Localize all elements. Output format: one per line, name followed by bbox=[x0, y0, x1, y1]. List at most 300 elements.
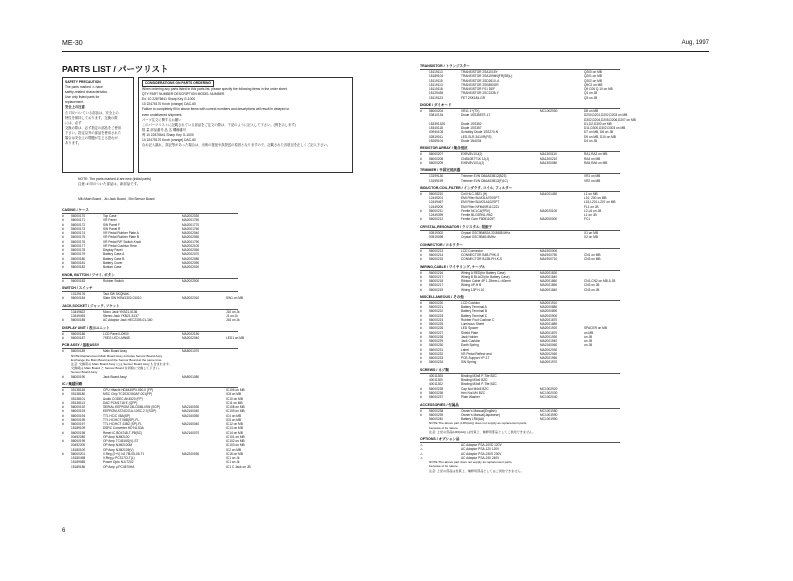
model-part-number: MA2002010 bbox=[182, 296, 200, 301]
part-mark: # bbox=[420, 317, 422, 322]
ordering-line: 10 22475170 Knob (orange) DAC-60 bbox=[142, 102, 196, 107]
part-mark: # bbox=[62, 439, 64, 444]
part-description: Battery Terminal B bbox=[461, 309, 487, 314]
model-part-number: MA1001450 bbox=[540, 191, 558, 196]
model-part-number: MA1300080 bbox=[540, 160, 558, 165]
part-remarks: D11,D300,D302,D303 on MB bbox=[584, 126, 626, 131]
part-mark: # bbox=[62, 349, 64, 354]
page-title: PARTS LIST / パーツリスト bbox=[62, 64, 169, 74]
part-description: Binding M3x8 P-Tite BZC bbox=[461, 373, 497, 378]
part-number: 56000226 bbox=[429, 326, 444, 331]
part-mark: # bbox=[420, 351, 422, 356]
part-number: 13449493 bbox=[71, 314, 86, 318]
part-description: Top Case bbox=[103, 214, 117, 219]
part-description: Battery LR6(AA) bbox=[461, 417, 485, 422]
part-remarks: IC1 C Jack on JB bbox=[226, 464, 251, 469]
part-mark: # bbox=[420, 109, 422, 114]
part-number: 56000231 bbox=[429, 347, 444, 352]
new-parts-note bbox=[78, 177, 151, 187]
part-description: TTL HC/HCT 08B(SP)-FL bbox=[103, 417, 140, 422]
part-row bbox=[420, 395, 720, 399]
part-remarks: IC12 on MB bbox=[226, 422, 243, 427]
safety-note-line: SAFETY PRECAUTION bbox=[65, 80, 101, 84]
part-number: 15180100 bbox=[71, 447, 86, 452]
part-description: Coil HLC-0821 (H) bbox=[461, 191, 488, 196]
part-mark: # bbox=[420, 334, 422, 339]
part-number: 13449622 bbox=[71, 309, 86, 314]
part-mark: # bbox=[420, 279, 422, 283]
section-note: NOTE:The above part (LR6(AA)) does not supply as replacement parts, bbox=[429, 421, 528, 426]
safety-note-line: ⚠ 印のついている部品は、安全上の bbox=[65, 110, 119, 115]
part-remarks: Q1 on JB bbox=[584, 91, 598, 96]
part-description: VR Pedal R/F Switch Knob bbox=[103, 239, 142, 244]
part-number: 56000193 bbox=[71, 409, 86, 414]
part-row bbox=[420, 235, 720, 239]
part-description: Wiring 4P-H B bbox=[461, 283, 482, 288]
part-number: 56000183 bbox=[71, 278, 86, 283]
part-description: MSC Chip TC203C060AF-001(FP) bbox=[103, 392, 153, 397]
part-mark: ⚠ bbox=[420, 451, 423, 456]
part-description: Diode 1SS357 bbox=[461, 126, 482, 131]
part-number: 56000180 bbox=[71, 256, 86, 261]
part-mark: # bbox=[62, 417, 64, 422]
safety-note-line: 下さい。指定以外の部品を使用された bbox=[65, 130, 122, 135]
part-mark: # bbox=[420, 274, 422, 279]
part-mark: # bbox=[420, 313, 422, 318]
part-number: 15189085 bbox=[71, 460, 86, 465]
part-number: 00452280 bbox=[71, 434, 86, 439]
part-description: Bottom Case bbox=[103, 265, 122, 270]
part-row bbox=[62, 265, 362, 269]
part-number: 56000176 bbox=[71, 239, 86, 244]
part-number: 13129176 bbox=[71, 292, 86, 297]
section-heading: SWITCH / スイッチ bbox=[62, 286, 238, 292]
section-heading: PCB ASSY / 基板ASSY bbox=[62, 343, 238, 349]
section-heading: ACCESSORIES / 付属品 bbox=[420, 403, 620, 409]
part-description: VR Pedal Rubber Plate A bbox=[103, 231, 139, 236]
part-number: 05138101 bbox=[71, 396, 86, 401]
header-rule bbox=[62, 51, 709, 52]
part-remarks: Q3 on JB bbox=[584, 95, 598, 100]
part-description: TTL HC/HCT 43B2 (SP)-FL bbox=[103, 422, 142, 427]
part-description: Binding M3x8 P-Tite BZC bbox=[461, 382, 497, 387]
part-mark: # bbox=[420, 390, 422, 395]
model-part-number: MC1002050 bbox=[540, 109, 558, 114]
part-description: Audio CODEC AK4520 (FP) bbox=[103, 396, 143, 401]
section-heading: INDUCTOR,COIL,FILTER / インダクタ, コイル, フィルター bbox=[420, 186, 620, 192]
page-number: 6 bbox=[62, 528, 66, 534]
part-number: 56000189 bbox=[71, 349, 86, 354]
part-number: 40011302 bbox=[429, 382, 443, 387]
model-part-number: MA2001760 bbox=[182, 226, 200, 231]
part-number: 15119118 bbox=[429, 87, 443, 92]
part-remarks: IC103 on MB bbox=[226, 443, 245, 448]
part-number: 56000228 bbox=[429, 334, 444, 339]
model-part-number: MC1001950 bbox=[540, 417, 558, 422]
part-row bbox=[420, 456, 720, 460]
part-description: EMI Filter BLM21A102SPT bbox=[461, 200, 500, 205]
part-mark: # bbox=[420, 191, 422, 196]
part-mark: # bbox=[420, 356, 422, 361]
part-description: LED-SLR-341VR(FS) bbox=[461, 134, 492, 139]
part-number: 56000218 bbox=[429, 279, 444, 283]
part-description: VR Pedal Rubber Plate B bbox=[103, 235, 139, 240]
part-mark: # bbox=[62, 231, 64, 236]
part-description: Battery Case B bbox=[103, 256, 125, 261]
part-mark: ⚠ bbox=[420, 443, 423, 448]
part-mark: # bbox=[420, 252, 422, 257]
safety-note-line: Use only listed parts for bbox=[65, 95, 100, 100]
part-row bbox=[420, 417, 720, 421]
part-mark: # bbox=[420, 300, 422, 305]
model-part-number: MA1900000 bbox=[540, 248, 558, 253]
part-remarks: SW1 on MB bbox=[226, 296, 244, 301]
part-number: 56000212 bbox=[429, 217, 444, 222]
part-description: Hex Nut M4 BZC bbox=[461, 390, 486, 395]
part-description: Earth Spring bbox=[461, 343, 479, 348]
part-mark: # bbox=[62, 374, 64, 379]
part-row bbox=[62, 336, 362, 340]
part-description: SERIAL EEPROM 24LC08B-I/SN (SOP) bbox=[103, 405, 161, 410]
model-part-number: MA2001960 bbox=[540, 356, 558, 361]
model-part-number: MA2160040 bbox=[182, 422, 200, 427]
section-note: 注意: 上記の部品は性質上、補修用部品としてはご供給できません。 bbox=[429, 468, 524, 473]
safety-note-line: The parts marked ⚠ have bbox=[65, 85, 103, 90]
model-part-number: MA2002060 bbox=[540, 351, 558, 356]
part-mark: # bbox=[62, 392, 64, 397]
board-legend: Mit=Main Board , Jk=Jack Board , Sb=Sensor Board bbox=[78, 197, 155, 201]
model-part-number: MA1900750 bbox=[540, 252, 558, 257]
part-remarks: D302,D204,D205,D206,D207 on MB bbox=[584, 117, 636, 122]
part-number: 56000197 bbox=[71, 422, 86, 427]
part-number: 13199130 bbox=[429, 174, 444, 179]
part-remarks: D8 on MB bbox=[584, 109, 599, 114]
part-remarks: CN3 on JB bbox=[584, 283, 600, 288]
part-description: SW Panel F bbox=[103, 222, 121, 227]
part-description: AC Adaptor PSA-100D 120V bbox=[461, 443, 502, 448]
part-row bbox=[62, 318, 362, 322]
part-number: 13199199 bbox=[429, 178, 444, 183]
part-number: 12449399 bbox=[429, 213, 444, 218]
part-description: Diode 1SS355TE-17 bbox=[461, 113, 491, 118]
part-description: Jack Board Assy bbox=[103, 374, 127, 379]
section-heading: DISPLAY UNIT / 表示ユニット bbox=[62, 326, 238, 332]
part-description: TRANSISTOR 2SA1596N(FR(SB)L) bbox=[461, 74, 513, 79]
part-number: 15339132S bbox=[429, 121, 446, 126]
part-description: Ferrite BLO2RN1-R62 bbox=[461, 213, 493, 218]
part-number: 56000234 bbox=[429, 360, 444, 365]
part-description: Crystal OSC9B4B 8MHz bbox=[461, 235, 496, 240]
part-description: Luminous Sheet bbox=[461, 322, 485, 327]
part-description: Mono Jack YKB21-5136 bbox=[103, 309, 138, 314]
part-remarks: on MB bbox=[584, 330, 594, 335]
model-part-number: MA2001930 bbox=[540, 334, 558, 339]
part-description: TRANSISTOR 2SC2235-Y bbox=[461, 91, 499, 96]
section-heading: KNOB, BUTTON / ツマミ, ボタン bbox=[62, 273, 238, 279]
part-remarks: D1,D2,D300 on MB bbox=[584, 121, 612, 126]
part-description: Diode 1SS352 bbox=[461, 121, 482, 126]
part-description: Battery Case A bbox=[103, 252, 125, 257]
section-note: NOTE:Replacement Main Board Assy includes Sensor Board Assy. bbox=[71, 353, 163, 358]
section-note: 注意: 上記の部品(LR6(AA)) は性質上、補修用部品としてご供給できません。 bbox=[429, 429, 536, 434]
part-number: 15180498 bbox=[71, 456, 86, 461]
part-mark: # bbox=[420, 305, 422, 310]
part-number: 15129435 bbox=[429, 91, 444, 96]
part-remarks: L1 on MB bbox=[584, 191, 598, 196]
part-number: 56000194 bbox=[71, 413, 86, 418]
part-description: CNB10B7T1K 1J(J) bbox=[461, 156, 489, 161]
model-part-number: MC1002920 bbox=[540, 386, 558, 391]
part-description: Battery Cover bbox=[103, 260, 123, 265]
part-number: 00810134 bbox=[429, 113, 444, 118]
part-remarks: RA1,RA3 on MB bbox=[584, 152, 608, 157]
part-remarks: on JB bbox=[584, 334, 593, 339]
part-row bbox=[420, 217, 720, 221]
part-mark: # bbox=[62, 239, 64, 244]
part-mark: # bbox=[420, 283, 422, 288]
section-heading: TRIMMER / 半固定抵抗器 bbox=[420, 168, 620, 174]
part-remarks: Q201 on MB bbox=[584, 74, 602, 79]
part-remarks: VR2 on MB bbox=[584, 178, 601, 183]
model-part-number: MA2002050 bbox=[182, 235, 200, 240]
part-remarks: IC4 on MB bbox=[226, 413, 242, 418]
part-description: AC Adaptor PSA-120 120V bbox=[461, 447, 500, 452]
model-part-number: MA1900710 bbox=[540, 257, 558, 262]
ordering-line: even undelivered shipment. bbox=[142, 112, 183, 117]
part-description: VR11 1+(TX) bbox=[461, 109, 480, 114]
part-description: SW Spring bbox=[461, 360, 477, 365]
part-number: 15189186 bbox=[71, 464, 86, 469]
part-remarks: IC5 on MB bbox=[226, 417, 242, 422]
safety-note-line: あります。 bbox=[65, 141, 82, 146]
part-number: 56000213 bbox=[429, 248, 444, 253]
safety-note-line: replacement. bbox=[65, 100, 85, 105]
part-description: Tact SW SKQNAK bbox=[103, 292, 130, 297]
model-part-number: MA2160040 bbox=[182, 409, 200, 414]
part-mark: # bbox=[62, 413, 64, 418]
part-description: VR Pedal Reflect and bbox=[461, 351, 492, 356]
part-row bbox=[62, 349, 362, 353]
section-note: because of its nature. bbox=[429, 464, 459, 469]
part-description: Wiring B BLACK(for Battery Case) bbox=[461, 274, 510, 279]
part-description: OP Amp NJM2100M bbox=[103, 443, 132, 448]
part-number: 00940105 bbox=[429, 130, 444, 135]
model-part-number: MA2002040 bbox=[182, 231, 200, 236]
part-description: Reset IC BD4748-T-P8(SC) bbox=[103, 430, 143, 435]
safety-precaution-box bbox=[62, 77, 134, 173]
model-part-number: MA2001850 bbox=[540, 283, 558, 288]
part-remarks: J10 on Jk bbox=[226, 309, 240, 314]
part-number: 56000224 bbox=[429, 317, 444, 322]
part-remarks: L1 on JB bbox=[584, 213, 597, 218]
part-remarks: CN3 on MB bbox=[584, 257, 601, 262]
part-description: Stereo Jack YKB21-5137 bbox=[103, 314, 139, 318]
part-number: 56000170 bbox=[71, 214, 86, 219]
part-mark: # bbox=[62, 388, 64, 393]
model-part-number: MA1300210 bbox=[540, 156, 558, 161]
model-part-number: MA2001840 bbox=[540, 287, 558, 292]
part-mark: # bbox=[62, 278, 64, 283]
model-part-number: MA2160050 bbox=[182, 413, 200, 418]
part-mark: # bbox=[62, 400, 64, 405]
part-description: Ferrite Core F8051105T bbox=[461, 217, 495, 222]
part-row bbox=[420, 360, 720, 364]
model-part-number: MC1001990 bbox=[540, 412, 558, 417]
model-part-number: MA5001070 bbox=[182, 349, 200, 354]
part-number: 40011305 bbox=[429, 373, 443, 378]
part-remarks: J1 on Jk bbox=[226, 314, 238, 318]
model-part-number: MA2000000 bbox=[540, 217, 558, 222]
part-mark: # bbox=[420, 270, 422, 275]
part-row bbox=[62, 465, 362, 469]
model-part-number: MA2000880 bbox=[540, 305, 558, 310]
part-number: 56000233 bbox=[429, 356, 444, 361]
part-number: 56000217 bbox=[429, 274, 444, 279]
part-description: DAC PCM1718 E (QFP) bbox=[103, 400, 138, 405]
model-part-number: MC1002030 bbox=[540, 390, 558, 395]
part-description: Schottky Diode 1SS270-N bbox=[461, 130, 499, 135]
model-part-number: MA2002100 bbox=[182, 243, 200, 248]
part-number: 56000192 bbox=[71, 405, 86, 410]
part-description: TRANSISTOR 2SA1015Y bbox=[461, 70, 498, 75]
part-remarks: CN1,CN2 on MB & JB bbox=[584, 279, 616, 283]
model-part-number: MA2001970 bbox=[540, 360, 558, 365]
part-remarks: on JB bbox=[584, 343, 593, 348]
part-number: 56000210 bbox=[429, 191, 444, 196]
part-description: Display Panel bbox=[103, 248, 123, 253]
part-description: Trimmer EVN D8AA03B13(F)1C) bbox=[461, 178, 508, 183]
model-part-number: MA2001790 bbox=[182, 239, 200, 244]
part-description: Owner's Manual(English) bbox=[461, 408, 497, 413]
section-note: 交換時は Main Board と Sensor Board を同時に交換して下さい。 bbox=[71, 366, 162, 371]
part-number: 56000178 bbox=[71, 248, 86, 253]
part-remarks: IC1 on Jk bbox=[226, 456, 240, 461]
part-row bbox=[420, 161, 720, 165]
part-mark: # bbox=[420, 217, 422, 222]
part-mark: # bbox=[420, 360, 422, 365]
part-mark: # bbox=[420, 309, 422, 314]
part-number: 56000239 bbox=[429, 412, 444, 417]
part-row bbox=[420, 288, 720, 292]
ordering-line: 例 10 22875641 Sharp Key G-1000 bbox=[142, 132, 194, 137]
section-note: NOTE:The above part does not supply as replacement parts, bbox=[429, 460, 513, 465]
model-part-number: MA2001920 bbox=[540, 326, 558, 331]
part-mark: # bbox=[420, 343, 422, 348]
model-part-number: MA2002040 bbox=[182, 335, 200, 340]
section-heading: SCREWS / ネジ類 bbox=[420, 368, 620, 374]
part-description: TRANSISTOR F01 DEF bbox=[461, 87, 496, 92]
part-remarks: SPACER on MB bbox=[584, 326, 607, 331]
part-number: 56000235 bbox=[429, 386, 444, 391]
part-number: 56000174 bbox=[71, 231, 86, 236]
part-mark: # bbox=[420, 156, 422, 161]
model-part-number: MA2000890 bbox=[540, 309, 558, 314]
part-remarks: X1 on MB bbox=[584, 230, 598, 235]
part-number: 56000172 bbox=[71, 222, 86, 227]
part-description: EMI Filter BLM31A700SPT bbox=[461, 196, 500, 201]
part-mark: # bbox=[62, 296, 64, 301]
part-description: Owner's Manual(Japanese) bbox=[461, 412, 500, 417]
part-number: 56000220 bbox=[429, 300, 444, 305]
part-description: Power Opto NJL7202 bbox=[103, 460, 134, 465]
model-part-number: MA2160060 bbox=[540, 343, 558, 348]
part-description: LCD Panel LD900 bbox=[103, 331, 129, 336]
part-number: 56000201 bbox=[71, 451, 86, 456]
part-remarks: Q200 on MB bbox=[584, 70, 602, 75]
part-description: Main Board Assy bbox=[103, 349, 127, 354]
part-remarks: D9 on MB, D10 on MB bbox=[584, 134, 616, 139]
part-mark: # bbox=[62, 256, 64, 261]
part-mark: # bbox=[62, 218, 64, 223]
model-part-number: MA5001080 bbox=[182, 374, 200, 379]
part-number: 12449201 bbox=[429, 196, 444, 201]
part-description: Rubber Switch bbox=[103, 278, 124, 283]
model-part-number: MA2020100 bbox=[540, 208, 558, 213]
part-remarks: IC8 on MB bbox=[226, 392, 242, 397]
ordering-line: Failure to completely fill in above items with correct numbers and descriptions will result in delayed or bbox=[142, 107, 290, 112]
part-number: 56000207 bbox=[429, 152, 444, 157]
part-description: Label bbox=[461, 347, 469, 352]
safety-note-line: safety-related characteristics. bbox=[65, 90, 108, 95]
section-heading: JACK,SOCKET / ジャック, ソケット bbox=[62, 304, 238, 310]
part-mark: # bbox=[420, 208, 422, 213]
part-number: 56000232 bbox=[429, 351, 444, 356]
part-number: 56000187 bbox=[71, 335, 86, 340]
section-heading: OPTIONS / オプション品 bbox=[420, 437, 620, 443]
part-remarks: FC1 bbox=[584, 217, 591, 222]
model-part-number: MA2001840 bbox=[540, 274, 558, 279]
part-row bbox=[420, 179, 720, 183]
part-description: Diode 1N4004 bbox=[461, 138, 482, 143]
part-mark: # bbox=[62, 222, 64, 227]
section-heading: TRANSISTOR / トランジスター bbox=[420, 64, 620, 70]
part-mark: # bbox=[420, 287, 422, 292]
part-number: 56000216 bbox=[429, 270, 444, 275]
model-part-number: MA2002070 bbox=[182, 252, 200, 257]
part-number: 56000190 bbox=[71, 374, 86, 379]
part-remarks: RA4 on MB bbox=[584, 156, 601, 161]
part-description: Rubber Foot Cushion C bbox=[461, 317, 495, 322]
part-number: 56000199 bbox=[71, 439, 86, 444]
part-number: 56000225 bbox=[429, 322, 444, 327]
model-part-number: MA2001940 bbox=[540, 339, 558, 344]
part-number: 56000238 bbox=[429, 408, 444, 413]
part-description: DSRC Converter HD74LS3A bbox=[103, 426, 144, 431]
part-remarks: IC108 on MB bbox=[226, 405, 245, 410]
section-heading: CASING / ケース bbox=[62, 208, 238, 214]
part-remarks: LED1 on MB bbox=[226, 335, 245, 340]
part-mark: # bbox=[62, 409, 64, 414]
part-description: CONNECTOR B4B-PHK-S bbox=[461, 252, 500, 257]
model-part-number: MA2001860 bbox=[540, 279, 558, 283]
part-number: 15189104 bbox=[429, 74, 444, 79]
part-description: OP Amp NJM2105(V) bbox=[103, 447, 134, 452]
section-note: Exchange the Main Board and the Sensor Board at the same time. bbox=[71, 357, 163, 362]
part-description: FET 2SK184-GR bbox=[461, 95, 486, 100]
part-number: 56000230 bbox=[429, 343, 444, 348]
part-mark: # bbox=[420, 408, 422, 413]
ordering-line: なお記入漏れ、誤記等があった場合は、出荷の遅延や誤発送の原因となりますので、記載された各項目を正しくご記入下さい。 bbox=[142, 143, 331, 148]
part-remarks: on JB bbox=[584, 339, 593, 344]
model-part-number: MA2001870 bbox=[540, 317, 558, 322]
section-note: 注意: 交換用の Main Board Assy には Sensor Board Assy も含まれます。 bbox=[71, 362, 172, 367]
part-description: Wiring 13P H 10 bbox=[461, 287, 485, 292]
part-remarks: IC13 on MB bbox=[226, 426, 243, 431]
part-mark: # bbox=[62, 248, 64, 253]
left-parts-column bbox=[62, 205, 362, 469]
part-description: LCD Connector bbox=[461, 248, 483, 253]
model-part-number: MA2002090 bbox=[182, 260, 200, 265]
